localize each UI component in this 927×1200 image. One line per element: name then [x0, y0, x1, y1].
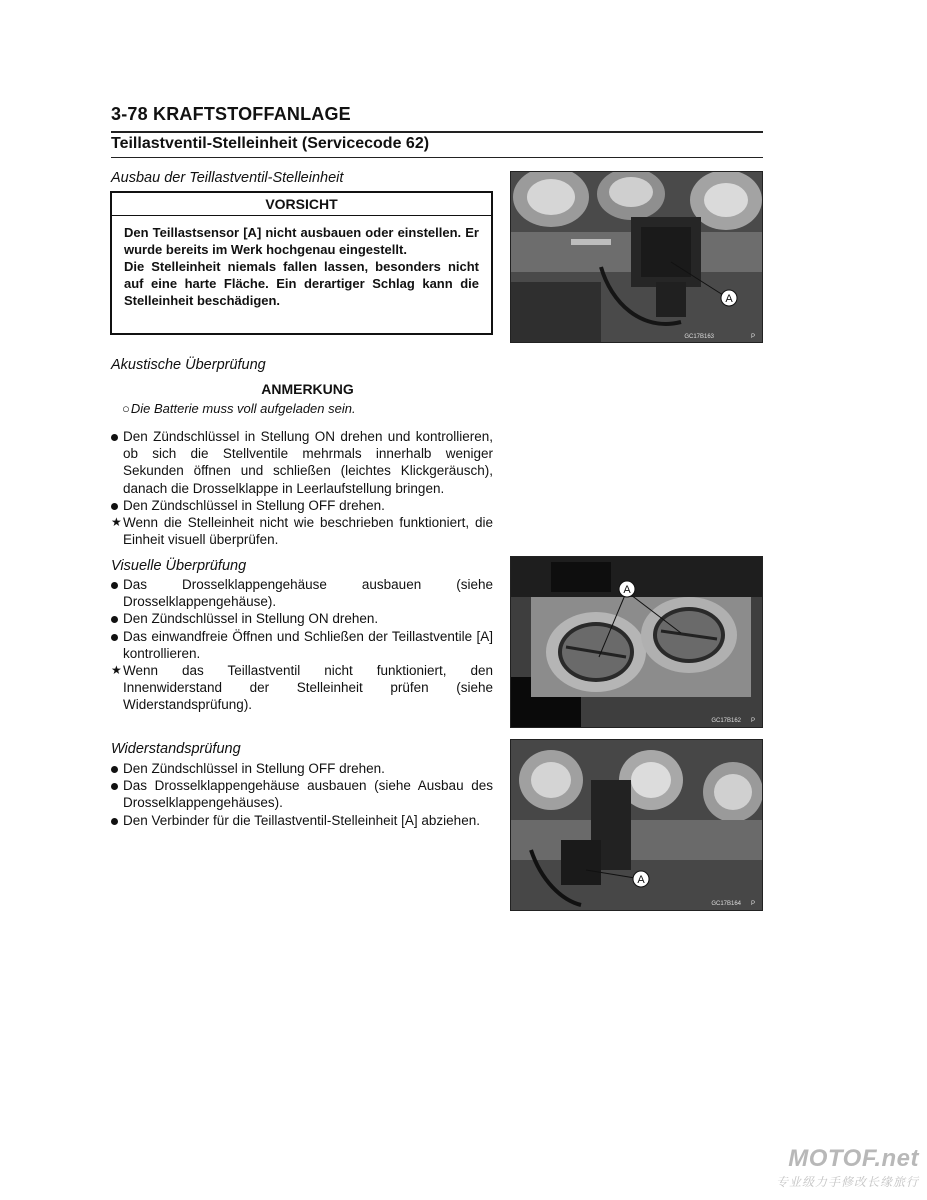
list-item: ★ Wenn das Teillastventil nicht funktioniert, den Innenwiderstand der Stelleinheit prüfen (siehe Widerstandsprüfung).	[111, 663, 493, 713]
bullet-icon	[111, 783, 118, 790]
acoustic-steps	[111, 428, 493, 548]
bullet-icon	[111, 582, 118, 589]
note-body: Die Batterie muss voll aufgeladen sein.	[130, 401, 356, 416]
header-rule	[111, 131, 763, 133]
photo-actuator-connector	[510, 739, 763, 911]
watermark-tagline: 专业级力手修改长缘旅行	[775, 1175, 919, 1189]
list-item: Den Zündschlüssel in Stellung OFF drehen.	[111, 497, 493, 514]
caution-box	[110, 191, 493, 335]
photo-code-suffix: P	[751, 718, 756, 724]
section-title-removal: Ausbau der Teillastventil-Stelleinheit	[111, 170, 344, 186]
photo-throttle-valves	[510, 556, 763, 728]
list-item: Den Verbinder für die Teillastventil-Stelleinheit [A] abziehen.	[111, 812, 493, 829]
subtitle-rule	[111, 157, 763, 158]
bullet-icon	[111, 503, 118, 510]
list-item: Das einwandfreie Öffnen und Schließen der Teillastventile [A] kontrollieren.	[111, 628, 493, 662]
note-text	[122, 401, 356, 416]
watermark-logo: MOTOF.net	[788, 1145, 919, 1172]
star-icon: ★	[111, 663, 122, 678]
section-title-acoustic: Akustische Überprüfung	[111, 357, 266, 373]
note-title: ANMERKUNG	[261, 381, 354, 397]
note-circle-icon: ○	[122, 401, 130, 416]
photo-code: GC17B163	[684, 334, 714, 340]
photo-code-suffix: P	[751, 901, 756, 907]
photo-actuator-mounted	[510, 171, 763, 343]
list-item: Das Drosselklappengehäuse ausbauen (siehe Drosselklappengehäuse).	[111, 576, 493, 610]
photo-label: A	[623, 584, 631, 596]
caution-paragraph: Den Teillastsensor [A] nicht ausbauen oder einstellen. Er wurde bereits im Werk hochgenau eingestellt.	[124, 225, 479, 257]
list-item: Den Zündschlüssel in Stellung OFF drehen.	[111, 760, 493, 777]
caution-title: VORSICHT	[112, 193, 491, 216]
caution-paragraph: Die Stelleinheit niemals fallen lassen, besonders nicht auf eine harte Fläche. Ein derartiger Schlag kann die Stelleinheit beschädigen.	[124, 259, 479, 308]
bullet-icon	[111, 434, 118, 441]
photo-label: A	[637, 874, 645, 886]
star-icon: ★	[111, 515, 122, 530]
photo-code: GC17B164	[711, 901, 741, 907]
section-title-resistance: Widerstandsprüfung	[111, 741, 241, 757]
visual-steps	[111, 576, 493, 714]
section-subtitle: Teillastventil-Stelleinheit (Servicecode 62)	[111, 135, 430, 152]
bullet-icon	[111, 616, 118, 623]
bullet-icon	[111, 818, 118, 825]
photo-code: GC17B162	[711, 718, 741, 724]
chapter-title: 3-78 KRAFTSTOFFANLAGE	[111, 104, 351, 124]
photo-code-suffix: P	[751, 334, 756, 340]
list-item: Den Zündschlüssel in Stellung ON drehen und kontrollieren, ob sich die Stellventile mehrmals innerhalb weniger Sekunden öffnen und schließen (leichtes Klickgeräusch), danach die Drosselklappe in Leerlaufstellung bringen.	[111, 428, 493, 497]
bullet-icon	[111, 634, 118, 641]
list-item: Den Zündschlüssel in Stellung ON drehen.	[111, 610, 493, 627]
bullet-icon	[111, 766, 118, 773]
resistance-steps	[111, 760, 493, 829]
list-item: ★ Wenn die Stelleinheit nicht wie beschrieben funktioniert, die Einheit visuell überprüfen.	[111, 515, 493, 548]
section-title-visual: Visuelle Überprüfung	[111, 558, 247, 574]
list-item: Das Drosselklappengehäuse ausbauen (siehe Ausbau des Drosselklappengehäuses).	[111, 777, 493, 811]
photo-label: A	[725, 293, 733, 305]
